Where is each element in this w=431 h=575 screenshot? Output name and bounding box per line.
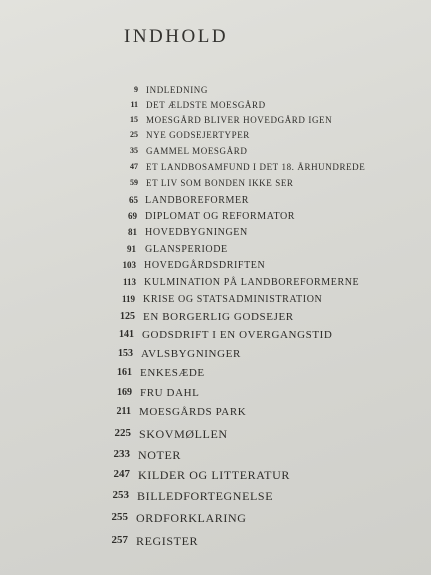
toc-entry-title: ET LANDBOSAMFUND I DET 18. ÅRHUNDREDE	[146, 162, 366, 172]
toc-page-number: 15	[130, 115, 138, 124]
toc-entry-title: HOVEDBYGNINGEN	[145, 227, 248, 238]
toc-page-number: 125	[120, 311, 135, 322]
toc-entry	[0, 178, 431, 192]
toc-entry-title: MOESGÅRDS PARK	[139, 406, 247, 418]
toc-entry	[0, 294, 431, 308]
toc-entry	[0, 195, 431, 209]
toc-page-number: 103	[122, 260, 136, 270]
toc-entry-title: ET LIV SOM BONDEN IKKE SER	[146, 178, 294, 188]
toc-entry	[0, 227, 431, 241]
toc-entry	[0, 489, 431, 503]
toc-page-number: 161	[117, 367, 132, 378]
toc-entry	[0, 311, 431, 325]
toc-entry-title: DIPLOMAT OG REFORMATOR	[145, 211, 296, 222]
toc-entry-title: INDLEDNING	[146, 85, 208, 95]
toc-entry-title: NOTER	[138, 448, 181, 462]
toc-page-number: 247	[113, 468, 130, 480]
toc-page-number: 257	[111, 534, 128, 546]
toc-entry	[0, 534, 431, 548]
toc-page-number: 113	[122, 277, 136, 287]
toc-page-number: 169	[117, 387, 132, 398]
toc-entry-title: EN BORGERLIG GODSEJER	[143, 311, 294, 323]
toc-page-number: 9	[134, 85, 138, 94]
toc-entry	[0, 277, 431, 291]
toc-page-number: 153	[118, 348, 133, 359]
toc-entry-title: BILLEDFORTEGNELSE	[137, 489, 274, 503]
toc-entry-title: KRISE OG STATSADMINISTRATION	[143, 294, 323, 305]
toc-page-number: 119	[121, 294, 135, 304]
toc-entry-title: KULMINATION PÅ LANDBOREFORMERNE	[144, 277, 360, 288]
toc-entry-title: AVLSBYGNINGER	[141, 348, 241, 360]
toc-entry-title: ENKESÆDE	[140, 367, 205, 379]
toc-entry	[0, 260, 431, 274]
toc-page-number: 253	[112, 489, 129, 501]
toc-entry-title: HOVEDGÅRDSDRIFTEN	[144, 260, 266, 271]
toc-entry	[0, 329, 431, 343]
toc-page-number: 65	[129, 195, 138, 205]
toc-entry	[0, 387, 431, 401]
toc-entry	[0, 162, 431, 176]
toc-page-number: 255	[111, 511, 128, 523]
toc-entry-title: NYE GODSEJERTYPER	[146, 130, 250, 140]
toc-entry	[0, 115, 431, 129]
toc-entry-title: GLANSPERIODE	[145, 244, 228, 255]
toc-entry-title: MOESGÅRD BLIVER HOVEDGÅRD IGEN	[146, 115, 333, 125]
toc-page-number: 233	[113, 448, 130, 460]
toc-entry	[0, 244, 431, 258]
toc-entry	[0, 406, 431, 420]
page-title: INDHOLD	[124, 26, 229, 47]
toc-page-number: 25	[130, 130, 138, 139]
toc-page-number: 69	[128, 211, 137, 221]
toc-page-number: 141	[119, 329, 134, 340]
toc-page-number: 225	[114, 427, 131, 439]
toc-entry-title: DET ÆLDSTE MOESGÅRD	[146, 100, 266, 110]
toc-entry-title: GODSDRIFT I EN OVERGANGSTID	[142, 329, 333, 341]
toc-entry-title: REGISTER	[136, 534, 199, 548]
toc-entry-title: KILDER OG LITTERATUR	[138, 468, 290, 482]
toc-page-number: 35	[130, 146, 138, 155]
toc-entry	[0, 348, 431, 362]
toc-entry	[0, 367, 431, 381]
toc-page-number: 91	[127, 244, 136, 254]
toc-entry	[0, 448, 431, 462]
toc-page-number: 11	[130, 100, 138, 109]
toc-page-number: 211	[116, 406, 131, 417]
toc-entry	[0, 511, 431, 525]
toc-entry	[0, 211, 431, 225]
toc-entry	[0, 85, 431, 99]
toc-entry-title: SKOVMØLLEN	[139, 427, 228, 441]
toc-entry-title: FRU DAHL	[140, 387, 200, 399]
toc-entry	[0, 146, 431, 160]
toc-entry-title: GAMMEL MOESGÅRD	[146, 146, 248, 156]
toc-entry	[0, 468, 431, 482]
toc-page-number: 81	[128, 227, 137, 237]
toc-entry	[0, 427, 431, 441]
toc-entry	[0, 130, 431, 144]
toc-entry	[0, 100, 431, 114]
toc-page-number: 47	[130, 162, 138, 171]
toc-page-number: 59	[130, 178, 138, 187]
toc-entry-title: ORDFORKLARING	[136, 511, 247, 525]
toc-entry-title: LANDBOREFORMER	[145, 195, 249, 206]
